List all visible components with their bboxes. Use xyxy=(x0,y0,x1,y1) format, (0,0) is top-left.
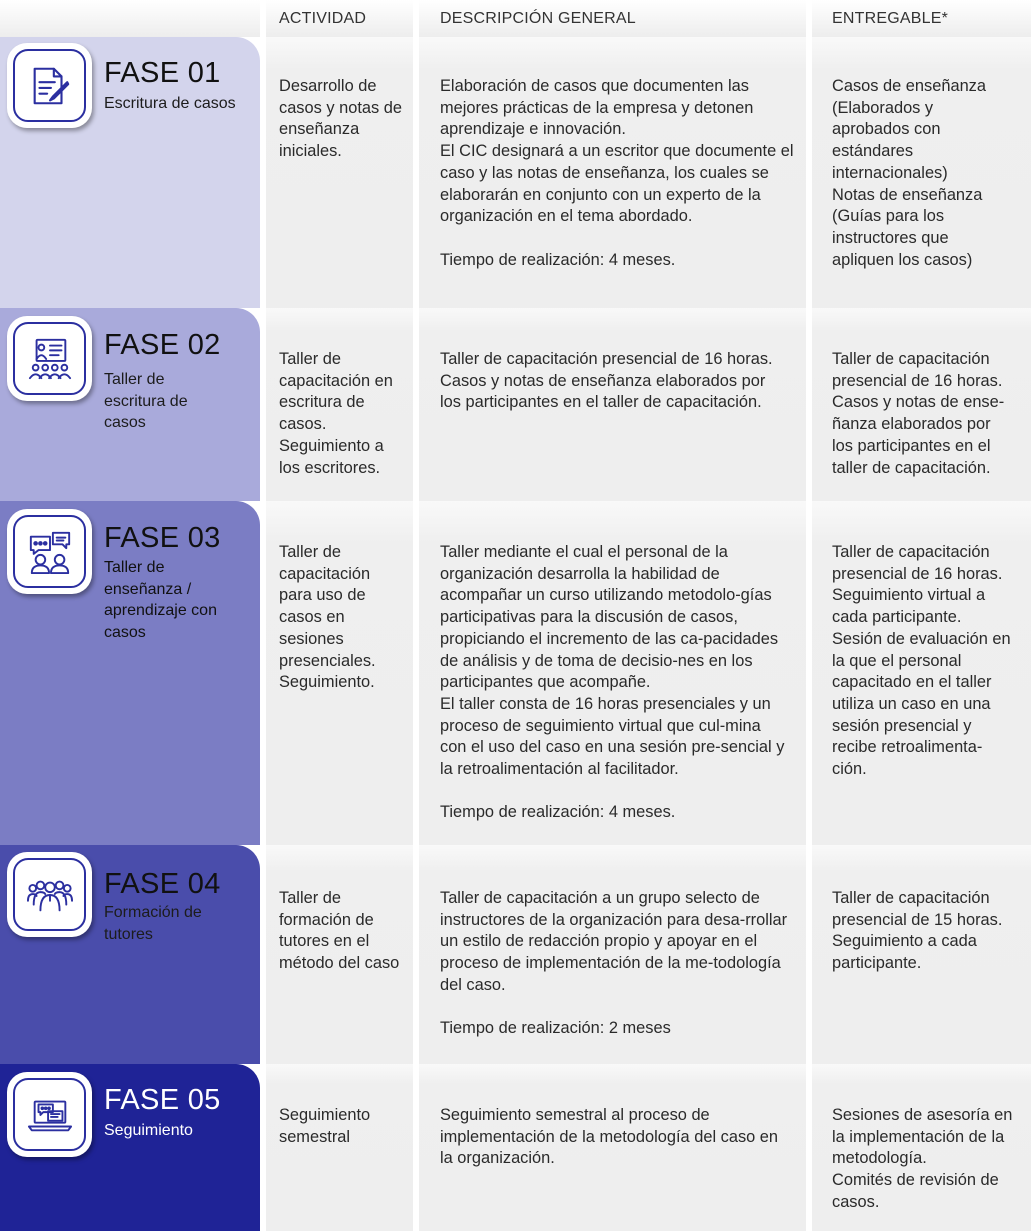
chat-people-icon xyxy=(27,529,73,575)
phase-subtitle: Seguimiento xyxy=(104,1122,193,1139)
entregable-cell xyxy=(832,349,1016,479)
phase-panel-3 xyxy=(0,501,260,845)
entregable-item: Casos de enseñanza (Elaborados y aprobados con estándares internacionales) xyxy=(832,77,986,182)
actividad-cell: Taller de formación de tutores en el método del caso xyxy=(279,889,400,973)
descripcion-cell xyxy=(440,349,780,414)
table-header xyxy=(0,0,1031,37)
descripcion-cell xyxy=(440,76,798,271)
entregable-cell xyxy=(832,542,1016,781)
phase-title: FASE 04 xyxy=(104,868,221,900)
actividad-cell: Desarrollo de casos y notas de enseñanza iniciales. xyxy=(279,77,403,161)
phase-subtitle: Escritura de casos xyxy=(104,95,236,112)
header-blank xyxy=(0,0,260,37)
document-pen-icon xyxy=(27,63,73,109)
phase-icon-box xyxy=(7,852,92,937)
descripcion-cell xyxy=(440,1105,785,1170)
tiempo-realizacion: Tiempo de realización: 2 meses xyxy=(440,1019,671,1038)
phase-icon-box xyxy=(7,1072,92,1157)
entregable-item: Sesiones de asesoría en la implementación de la metodología. xyxy=(832,1106,1013,1168)
entregable-cell xyxy=(832,888,1016,975)
entregable-item: Seguimiento virtual a cada participante. xyxy=(832,586,986,627)
phase-row-5 xyxy=(0,1064,1031,1231)
header-actividad: ACTIVIDAD xyxy=(266,0,413,37)
phase-title: FASE 01 xyxy=(104,57,221,89)
header-entregable: ENTREGABLE* xyxy=(812,0,1031,37)
tiempo-realizacion: Tiempo de realización: 4 meses. xyxy=(440,803,676,822)
phase-panel-1 xyxy=(0,37,260,308)
header-descripcion: DESCRIPCIÓN GENERAL xyxy=(419,0,806,37)
phase-row-2 xyxy=(0,308,1031,501)
entregable-item: Seguimiento a cada participante. xyxy=(832,932,977,973)
phase-title: FASE 03 xyxy=(104,522,221,554)
phase-panel-4 xyxy=(0,845,260,1064)
entregable-item: Taller de capacitación presencial de 15 horas. xyxy=(832,889,1003,929)
entregable-cell xyxy=(832,76,1012,271)
phase-icon-box xyxy=(7,316,92,401)
phase-panel-5 xyxy=(0,1064,260,1231)
phase-icon-box xyxy=(7,43,92,128)
laptop-chat-icon xyxy=(27,1092,73,1138)
descripcion-paragraph: Taller de capacitación presencial de 16 horas. xyxy=(440,350,773,368)
descripcion-cell xyxy=(440,888,790,1040)
descripcion-paragraph: Elaboración de casos que documenten las mejores prácticas de la empresa y detonen aprendizaje e innovación. xyxy=(440,77,754,139)
entregable-item: Taller de capacitación presencial de 16 horas. xyxy=(832,543,1003,583)
descripcion-cell xyxy=(440,542,788,824)
phase-subtitle: Taller de enseñanza / aprendizaje con casos xyxy=(104,559,217,642)
descripcion-paragraph: Seguimiento semestral al proceso de implementación de la metodología del caso en la organización. xyxy=(440,1106,779,1168)
descripcion-paragraph: Casos y notas de enseñanza elaborados por los participantes en el taller de capacitación. xyxy=(440,371,766,412)
phase-icon-box xyxy=(7,509,92,594)
entregable-cell xyxy=(832,1105,1016,1214)
phase-subtitle: Formación de tutores xyxy=(104,904,202,943)
phase-panel-2 xyxy=(0,308,260,501)
entregable-item: Sesión de evaluación en la que el personal capacitado en el taller utiliza un caso en una sesión presencial y recibe retroalimenta-ción. xyxy=(832,629,1011,779)
entregable-item: Comités de revisión de casos. xyxy=(832,1171,999,1211)
presentation-audience-icon xyxy=(27,336,73,382)
actividad-cell: Seguimiento semestral xyxy=(279,1106,371,1146)
descripcion-paragraph: El taller consta de 16 horas presenciales y un proceso de seguimiento virtual que cul-mina con el uso del caso en una sesión pre-sencial y la retroalimentación al facilitador. xyxy=(440,694,785,779)
phase-subtitle: Taller de escritura de casos xyxy=(104,371,188,432)
phase-row-4 xyxy=(0,845,1031,1064)
phase-title: FASE 02 xyxy=(104,329,221,361)
descripcion-paragraph: Taller mediante el cual el personal de la organización desarrolla la habilidad de acompañar un curso utilizando metodolo-gías participativas para la discusión de casos, propiciando el incremento de las ca-pacidades de análisis y de toma de decisio-nes en los participantes que acompañe. xyxy=(440,543,779,692)
descripcion-paragraph: El CIC designará a un escritor que documente el caso y las notas de enseñanza, los cuales se elaborarán en conjunto con un experto de la organización en el tema abordado. xyxy=(440,142,794,226)
descripcion-paragraph: Taller de capacitación a un grupo selecto de instructores de la organización para desa-rrollar un estilo de redacción propio y apoyar en el proceso de implementación de la me-todología del caso. xyxy=(440,889,788,994)
actividad-cell: Taller de capacitación para uso de casos en sesiones presenciales. Seguimiento. xyxy=(279,543,376,692)
entregable-item: Casos y notas de ense-ñanza elaborados por los participantes en el taller de capacitación. xyxy=(832,393,1005,477)
entregable-item: Notas de enseñanza (Guías para los instructores que apliquen los casos) xyxy=(832,185,983,269)
group-people-icon xyxy=(27,872,73,918)
tiempo-realizacion: Tiempo de realización: 4 meses. xyxy=(440,250,676,269)
phase-row-3 xyxy=(0,501,1031,845)
entregable-item: Taller de capacitación presencial de 16 horas. xyxy=(832,350,1003,390)
phase-title: FASE 05 xyxy=(104,1084,221,1116)
actividad-cell: Taller de capacitación en escritura de casos. Seguimiento a los escritores. xyxy=(279,350,393,477)
phase-row-1 xyxy=(0,37,1031,308)
